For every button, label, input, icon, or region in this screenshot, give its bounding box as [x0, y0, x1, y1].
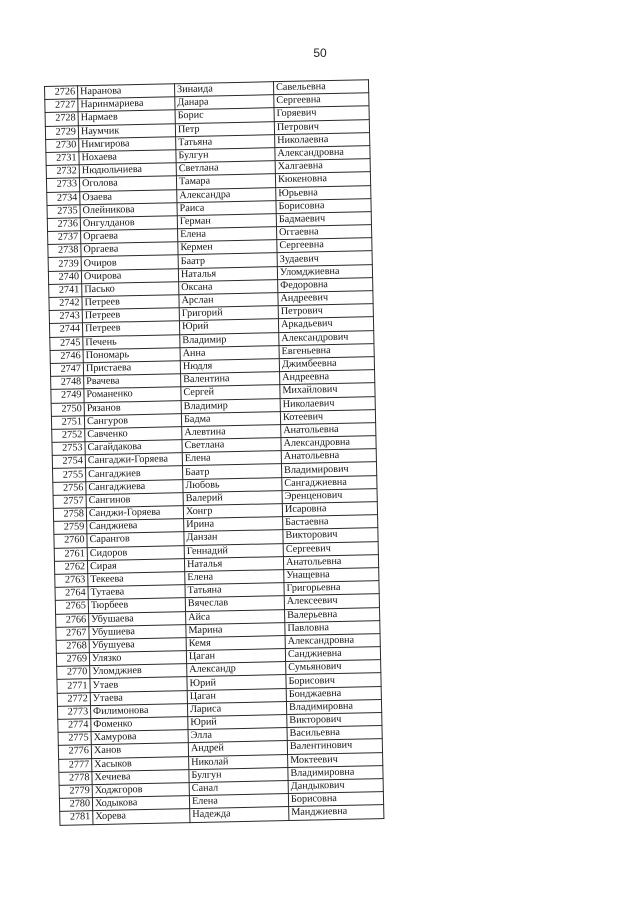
row-number: 2735 — [47, 204, 80, 218]
patronymic-cell: Николаевна — [275, 132, 370, 147]
patronymic-cell: Зудаевич — [277, 251, 372, 266]
first-name-cell: Лариса — [187, 701, 286, 716]
patronymic-cell: Анатольевна — [283, 554, 378, 569]
row-number: 2766 — [56, 613, 89, 627]
row-number: 2775 — [58, 732, 91, 746]
patronymic-cell: Владимирович — [281, 462, 376, 477]
row-number: 2767 — [56, 626, 89, 640]
patronymic-cell: Григорьевна — [284, 581, 379, 596]
surname-cell: Сангаджиева — [86, 479, 183, 494]
first-name-cell: Зинаида — [174, 82, 273, 97]
surname-cell: Убушиева — [89, 624, 186, 639]
row-number: 2757 — [53, 495, 86, 509]
surname-cell: Олейникова — [80, 202, 177, 217]
row-number: 2774 — [58, 719, 91, 733]
patronymic-cell: Сумьянович — [286, 660, 381, 675]
patronymic-cell: Бастаевна — [283, 515, 378, 530]
first-name-cell: Цаган — [186, 649, 285, 664]
first-name-cell: Герман — [177, 214, 276, 229]
first-name-cell: Анна — [180, 345, 279, 360]
patronymic-cell: Моктеевич — [288, 752, 383, 767]
surname-cell: Ходыкова — [92, 796, 189, 811]
names-table-body — [45, 80, 384, 825]
row-number: 2761 — [54, 547, 87, 561]
row-number: 2733 — [46, 178, 79, 192]
surname-cell: Сангуров — [84, 413, 181, 428]
patronymic-cell: Унащевна — [284, 568, 379, 583]
surname-cell: Хечиева — [92, 769, 189, 784]
row-number: 2755 — [53, 468, 86, 482]
patronymic-cell: Викторович — [283, 528, 378, 543]
row-number: 2773 — [57, 705, 90, 719]
patronymic-cell: Санджиевна — [285, 647, 380, 662]
patronymic-cell: Савельевна — [273, 80, 368, 95]
patronymic-cell: Владимировна — [288, 765, 383, 780]
first-name-cell: Марина — [186, 622, 285, 637]
first-name-cell: Владимир — [181, 398, 280, 413]
row-number: 2731 — [46, 152, 79, 166]
patronymic-cell: Сангаджиевна — [282, 475, 377, 490]
surname-cell: Убушуева — [89, 638, 186, 653]
row-number: 2739 — [48, 257, 81, 271]
patronymic-cell: Александровна — [275, 146, 370, 161]
first-name-cell: Арслан — [179, 293, 278, 308]
first-name-cell: Баатр — [182, 464, 281, 479]
first-name-cell: Елена — [178, 227, 277, 242]
first-name-cell: Элла — [188, 728, 287, 743]
row-number: 2770 — [57, 666, 90, 680]
first-name-cell: Юрий — [187, 675, 286, 690]
first-name-cell: Татьяна — [185, 583, 284, 598]
first-name-cell: Булгун — [176, 148, 275, 163]
row-number: 2747 — [50, 363, 83, 377]
patronymic-cell: Андреевич — [278, 291, 373, 306]
row-number: 2748 — [51, 376, 84, 390]
surname-cell: Хамурова — [91, 730, 188, 745]
surname-cell: Тюрбеев — [88, 598, 185, 613]
surname-cell: Нюдюльчиева — [79, 163, 176, 178]
first-name-cell: Данара — [175, 95, 274, 110]
row-number: 2760 — [54, 534, 87, 548]
patronymic-cell: Бадмаевич — [276, 212, 371, 227]
patronymic-cell: Сергеевич — [283, 541, 378, 556]
row-number: 2776 — [58, 745, 91, 759]
patronymic-cell: Борисовна — [276, 198, 371, 213]
surname-cell: Сагайдакова — [85, 440, 182, 455]
first-name-cell: Геннадий — [184, 543, 283, 558]
surname-cell: Нармаев — [78, 110, 175, 125]
surname-cell: Сарангов — [87, 532, 184, 547]
row-number: 2742 — [49, 297, 82, 311]
first-name-cell: Валерий — [183, 490, 282, 505]
first-name-cell: Бадма — [181, 411, 280, 426]
surname-cell: Сангаджи-Горяева — [85, 453, 182, 468]
patronymic-cell: Михайлович — [280, 383, 375, 398]
surname-cell: Нохаева — [79, 150, 176, 165]
names-table — [44, 79, 384, 825]
surname-cell: Оголова — [79, 176, 176, 191]
surname-cell: Утаев — [90, 677, 187, 692]
patronymic-cell: Исаровна — [282, 502, 377, 517]
patronymic-cell: Горяевич — [274, 106, 369, 121]
surname-cell: Очиров — [81, 255, 178, 270]
patronymic-cell: Александровна — [281, 436, 376, 451]
row-number: 2740 — [48, 270, 81, 284]
first-name-cell: Сергей — [181, 385, 280, 400]
patronymic-cell: Павловна — [285, 620, 380, 635]
first-name-cell: Светлана — [182, 438, 281, 453]
first-name-cell: Владимир — [180, 332, 279, 347]
patronymic-cell: Эренценович — [282, 488, 377, 503]
surname-cell: Наумчик — [78, 123, 175, 138]
patronymic-cell: Котеевич — [280, 409, 375, 424]
first-name-cell: Наталья — [184, 556, 283, 571]
surname-cell: Тутаева — [88, 585, 185, 600]
patronymic-cell: Валерьевна — [285, 607, 380, 622]
row-number: 2778 — [59, 771, 92, 785]
surname-cell: Текеева — [88, 572, 185, 587]
row-number: 2737 — [48, 231, 81, 245]
surname-cell: Сидоров — [87, 545, 184, 560]
surname-cell: Нимгирова — [79, 137, 176, 152]
surname-cell: Улязко — [89, 651, 186, 666]
first-name-cell: Николай — [189, 754, 288, 769]
patronymic-cell: Оггаевна — [276, 225, 371, 240]
surname-cell: Фоменко — [91, 717, 188, 732]
surname-cell: Пасько — [82, 282, 179, 297]
first-name-cell: Хонгр — [183, 504, 282, 519]
patronymic-cell: Борисович — [286, 673, 381, 688]
row-number: 2780 — [59, 798, 92, 812]
row-number: 2727 — [45, 99, 78, 113]
row-number: 2736 — [47, 218, 80, 232]
first-name-cell: Санал — [189, 780, 288, 795]
row-number: 2752 — [52, 429, 85, 443]
row-number: 2764 — [55, 587, 88, 601]
first-name-cell: Раиса — [177, 200, 276, 215]
patronymic-cell: Андреевна — [280, 370, 375, 385]
patronymic-cell: Александровна — [285, 633, 380, 648]
surname-cell: Ханов — [91, 743, 188, 758]
surname-cell: Сирая — [87, 558, 184, 573]
first-name-cell: Алевтина — [182, 424, 281, 439]
patronymic-cell: Бонджаевна — [286, 686, 381, 701]
patronymic-cell: Кюкеновна — [275, 172, 370, 187]
surname-cell: Убушаева — [89, 611, 186, 626]
row-number: 2768 — [56, 640, 89, 654]
patronymic-cell: Анатольевна — [281, 423, 376, 438]
patronymic-cell: Уломджиевна — [277, 264, 372, 279]
patronymic-cell: Сергеевна — [277, 238, 372, 253]
first-name-cell: Елена — [185, 570, 284, 585]
surname-cell: Оргаева — [81, 242, 178, 257]
first-name-cell: Валентина — [181, 372, 280, 387]
row-number: 2746 — [50, 349, 83, 363]
surname-cell: Санджи-Горяева — [86, 506, 183, 521]
names-table-container — [44, 79, 384, 825]
row-number: 2763 — [55, 574, 88, 588]
row-number: 2759 — [54, 521, 87, 535]
patronymic-cell: Валентинович — [287, 739, 382, 754]
patronymic-cell: Петрович — [274, 119, 369, 134]
surname-cell: Рязанов — [84, 400, 181, 415]
surname-cell: Пристаева — [83, 361, 180, 376]
row-number: 2741 — [49, 284, 82, 298]
page-number: 50 — [313, 46, 327, 60]
row-number: 2734 — [47, 191, 80, 205]
first-name-cell: Андрей — [188, 741, 287, 756]
row-number: 2756 — [53, 481, 86, 495]
surname-cell: Утаева — [90, 690, 187, 705]
surname-cell: Наринмариева — [78, 97, 175, 112]
first-name-cell: Кермен — [178, 240, 277, 255]
patronymic-cell: Евгеньевна — [279, 343, 374, 358]
surname-cell: Петреев — [82, 295, 179, 310]
first-name-cell: Петр — [175, 121, 274, 136]
first-name-cell: Оксана — [179, 279, 278, 294]
first-name-cell: Елена — [189, 794, 288, 809]
surname-cell: Пономарь — [83, 347, 180, 362]
patronymic-cell: Дандыкович — [288, 778, 383, 793]
surname-cell: Филимонова — [90, 703, 187, 718]
first-name-cell: Кемя — [186, 635, 285, 650]
first-name-cell: Борис — [175, 108, 274, 123]
row-number: 2732 — [46, 165, 79, 179]
first-name-cell: Нюдля — [180, 359, 279, 374]
surname-cell: Озаева — [80, 189, 177, 204]
row-number: 2769 — [56, 653, 89, 667]
row-number: 2728 — [45, 112, 78, 126]
first-name-cell: Надежда — [190, 807, 289, 822]
surname-cell: Романенко — [84, 387, 181, 402]
patronymic-cell: Борисовна — [288, 792, 383, 807]
first-name-cell: Вячеслав — [185, 596, 284, 611]
first-name-cell: Татьяна — [176, 134, 275, 149]
surname-cell: Петреев — [82, 321, 179, 336]
row-number: 2762 — [54, 560, 87, 574]
first-name-cell: Цаган — [187, 688, 286, 703]
patronymic-cell: Манджиевна — [289, 805, 384, 820]
surname-cell: Ходжгоров — [92, 783, 189, 798]
first-name-cell: Айса — [186, 609, 285, 624]
patronymic-cell: Васильевна — [287, 726, 382, 741]
patronymic-cell: Сергеевна — [274, 93, 369, 108]
surname-cell: Очирова — [81, 268, 178, 283]
row-number: 2772 — [57, 692, 90, 706]
row-number: 2765 — [55, 600, 88, 614]
first-name-cell: Григорий — [179, 306, 278, 321]
patronymic-cell: Джимбеевна — [279, 357, 374, 372]
surname-cell: Хорева — [93, 809, 190, 824]
row-number: 2771 — [57, 679, 90, 693]
first-name-cell: Елена — [182, 451, 281, 466]
patronymic-cell: Владимировна — [286, 699, 381, 714]
row-number: 2744 — [49, 323, 82, 337]
surname-cell: Уломджиев — [90, 664, 187, 679]
row-number: 2729 — [45, 125, 78, 139]
first-name-cell: Светлана — [176, 161, 275, 176]
row-number: 2753 — [52, 442, 85, 456]
row-number: 2730 — [46, 139, 79, 153]
patronymic-cell: Петрович — [278, 304, 373, 319]
patronymic-cell: Аркадьевич — [278, 317, 373, 332]
patronymic-cell: Николаевич — [280, 396, 375, 411]
surname-cell: Рвачева — [84, 374, 181, 389]
patronymic-cell: Алексеевич — [284, 594, 379, 609]
surname-cell: Савченко — [85, 427, 182, 442]
patronymic-cell: Юрьевна — [276, 185, 371, 200]
first-name-cell: Тамара — [176, 174, 275, 189]
row-number: 2726 — [45, 86, 78, 100]
first-name-cell: Александр — [187, 662, 286, 677]
row-number: 2745 — [50, 336, 83, 350]
row-number: 2781 — [60, 811, 93, 825]
surname-cell: Сангаджиев — [86, 466, 183, 481]
row-number: 2749 — [51, 389, 84, 403]
row-number: 2751 — [51, 415, 84, 429]
first-name-cell: Любовь — [183, 477, 282, 492]
row-number: 2777 — [59, 758, 92, 772]
first-name-cell: Булгун — [189, 767, 288, 782]
surname-cell: Онгулданов — [80, 216, 177, 231]
patronymic-cell: Федоровна — [278, 277, 373, 292]
first-name-cell: Ирина — [184, 517, 283, 532]
surname-cell: Петреев — [82, 308, 179, 323]
row-number: 2743 — [49, 310, 82, 324]
first-name-cell: Данзан — [184, 530, 283, 545]
surname-cell: Санджиева — [87, 519, 184, 534]
first-name-cell: Юрий — [188, 715, 287, 730]
surname-cell: Печень — [83, 334, 180, 349]
row-number: 2738 — [48, 244, 81, 258]
surname-cell: Оргаева — [81, 229, 178, 244]
row-number: 2750 — [51, 402, 84, 416]
row-number: 2779 — [59, 785, 92, 799]
patronymic-cell: Александрович — [279, 330, 374, 345]
patronymic-cell: Анатольевна — [281, 449, 376, 464]
patronymic-cell: Викторович — [287, 713, 382, 728]
row-number: 2754 — [52, 455, 85, 469]
row-number: 2758 — [53, 508, 86, 522]
first-name-cell: Александра — [177, 187, 276, 202]
surname-cell: Наранова — [78, 84, 175, 99]
surname-cell: Хасыков — [92, 756, 189, 771]
surname-cell: Сангинов — [86, 492, 183, 507]
first-name-cell: Юрий — [179, 319, 278, 334]
first-name-cell: Баатр — [178, 253, 277, 268]
first-name-cell: Наталья — [178, 266, 277, 281]
patronymic-cell: Халгаевна — [275, 159, 370, 174]
